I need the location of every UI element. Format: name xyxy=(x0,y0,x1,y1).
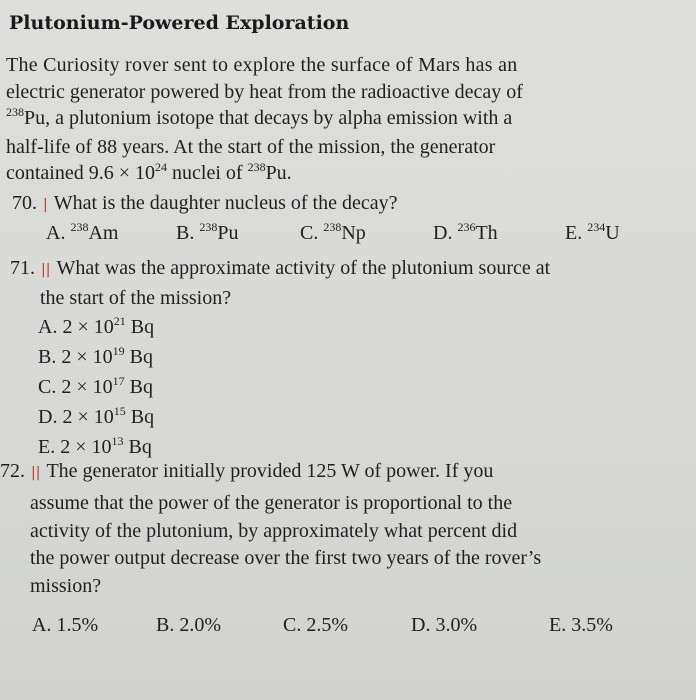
difficulty-marker: | xyxy=(43,197,48,213)
exponent: 24 xyxy=(155,160,168,174)
question-number: 72. xyxy=(0,460,25,482)
option-a: A. 1.5% xyxy=(32,614,99,636)
question-text-continued: the start of the mission? xyxy=(40,287,232,309)
question-line: mission? xyxy=(30,574,102,597)
question-text: The generator initially provided 125 W of power. If you xyxy=(46,460,494,482)
question-text-continued xyxy=(30,490,541,600)
difficulty-marker: || xyxy=(41,262,51,278)
option-c: C. 2.5% xyxy=(283,614,349,636)
option-e: E. $2 \times 10^{13}$ Bq xyxy=(38,434,152,458)
option-c: C. $^{238}$Np xyxy=(300,220,366,244)
option-a: A. $2 \times 10^{21}$ Bq xyxy=(38,314,155,338)
option-e: E. 3.5% xyxy=(549,614,613,636)
q71-options xyxy=(38,313,154,463)
question-line: assume that the power of the generator is proportional to the xyxy=(30,492,513,514)
option-d: D. $^{236}$Th xyxy=(433,220,498,244)
isotope-mass: 238 xyxy=(247,160,266,174)
option-a: A. $^{238}$Am xyxy=(46,220,119,244)
isotope-mass: 238 xyxy=(6,105,24,119)
question-line: the power output decrease over the first two years of the rover’s xyxy=(30,547,542,569)
q70-options xyxy=(0,222,696,252)
question-text: What was the approximate activity of the plutonium source at xyxy=(56,257,551,279)
intro-text: contained 9.6 × 10 xyxy=(6,162,156,184)
intro-paragraph xyxy=(6,52,638,189)
option-c: C. $2 \times 10^{17}$ Bq xyxy=(38,374,153,398)
option-b: B. 2.0% xyxy=(156,614,222,636)
option-d: D. $2 \times 10^{15}$ Bq xyxy=(38,404,155,428)
option-e: E. $^{234}$U xyxy=(565,220,620,244)
intro-line: The Curiosity rover sent to explore the surface of Mars has an xyxy=(6,54,518,76)
intro-line xyxy=(6,160,638,189)
intro-text: Pu. xyxy=(265,162,292,184)
question-number: 70. xyxy=(12,192,37,214)
question-line: activity of the plutonium, by approximately what percent did xyxy=(30,519,518,542)
section-title: Plutonium-Powered Exploration xyxy=(9,12,350,34)
q72-options xyxy=(0,614,696,644)
intro-text: Pu, a plutonium isotope that decays by alpha emission with a xyxy=(24,107,513,129)
intro-line xyxy=(6,105,638,134)
question-71 xyxy=(10,255,550,284)
intro-line: half-life of 88 years. At the start of the mission, the generator xyxy=(6,135,496,158)
intro-text: nuclei of xyxy=(167,162,248,184)
question-number: 71. xyxy=(10,257,35,279)
difficulty-marker: || xyxy=(31,465,41,481)
option-b: B. $2 \times 10^{19}$ Bq xyxy=(38,344,153,368)
question-70 xyxy=(12,190,397,219)
option-b: B. $^{238}$Pu xyxy=(176,220,239,244)
intro-line: electric generator powered by heat from the radioactive decay of xyxy=(6,80,523,103)
question-72 xyxy=(0,458,493,487)
option-d: D. 3.0% xyxy=(411,614,478,636)
question-text: What is the daughter nucleus of the decay? xyxy=(53,192,398,214)
